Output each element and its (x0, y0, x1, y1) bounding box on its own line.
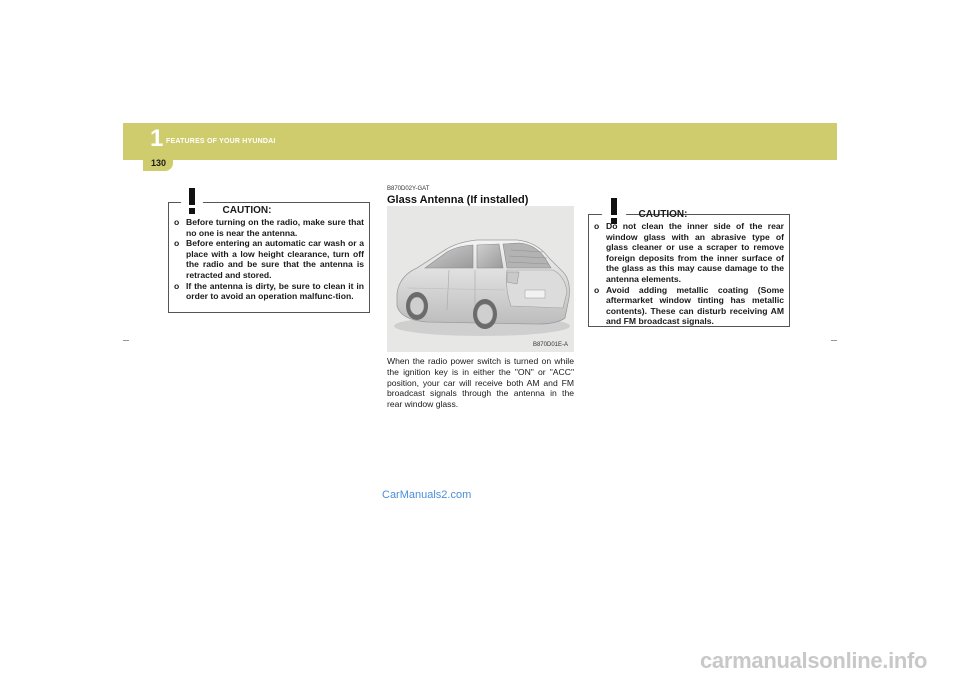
caution-title-right: CAUTION: (638, 209, 688, 220)
caution-item: o If the antenna is dirty, be sure to clean it in order to avoid an operation malfunc-tion. (174, 280, 364, 302)
caution-item: o Before turning on the radio, make sure that no one is near the antenna. (174, 217, 364, 238)
caution-title-left: CAUTION: (222, 205, 272, 216)
warning-exclamation-icon (172, 182, 212, 218)
caution-item: o Avoid adding metallic coating (Some aftermarket window tinting has metallic contents). These can disturb receiving AM and FM broadcast signals. (594, 284, 784, 327)
carmanualsonline-watermark: carmanualsonline.info (700, 648, 928, 673)
section-heading: Glass Antenna (If installed) (387, 194, 529, 206)
caution-list-right (594, 221, 784, 327)
caution-item: o Do not clean the inner side of the rear window glass with an abrasive type of glass cleaner or use a scraper to remove foreign deposits from the inner surface of the glass as this may cause damage to the antenna elements. (594, 221, 784, 284)
crop-mark-left (123, 340, 129, 341)
car-illustration (387, 206, 574, 352)
carmanuals-watermark-link[interactable]: CarManuals2.com (382, 489, 472, 501)
page-number: 130 (151, 158, 167, 168)
body-paragraph: When the radio power switch is turned on while the ignition key is in either the "ON" or "ACC" position, your car will receive both AM and FM broadcast signals through the antenna in the rear window glass. (387, 356, 574, 410)
caution-item: o Before entering an automatic car wash or a place with a low height clearance, turn off the radio and be sure that the antenna is retracted and stored. (174, 238, 364, 280)
crop-mark-right (831, 340, 837, 341)
figure-code: B870D01E-A (532, 342, 568, 348)
car-rear-illustration (387, 206, 574, 352)
chapter-title: FEATURES OF YOUR HYUNDAI (166, 138, 276, 145)
caution-list-left (174, 217, 364, 302)
section-code: B870D02Y-GAT (387, 186, 430, 192)
chapter-number: 1 (150, 125, 164, 152)
